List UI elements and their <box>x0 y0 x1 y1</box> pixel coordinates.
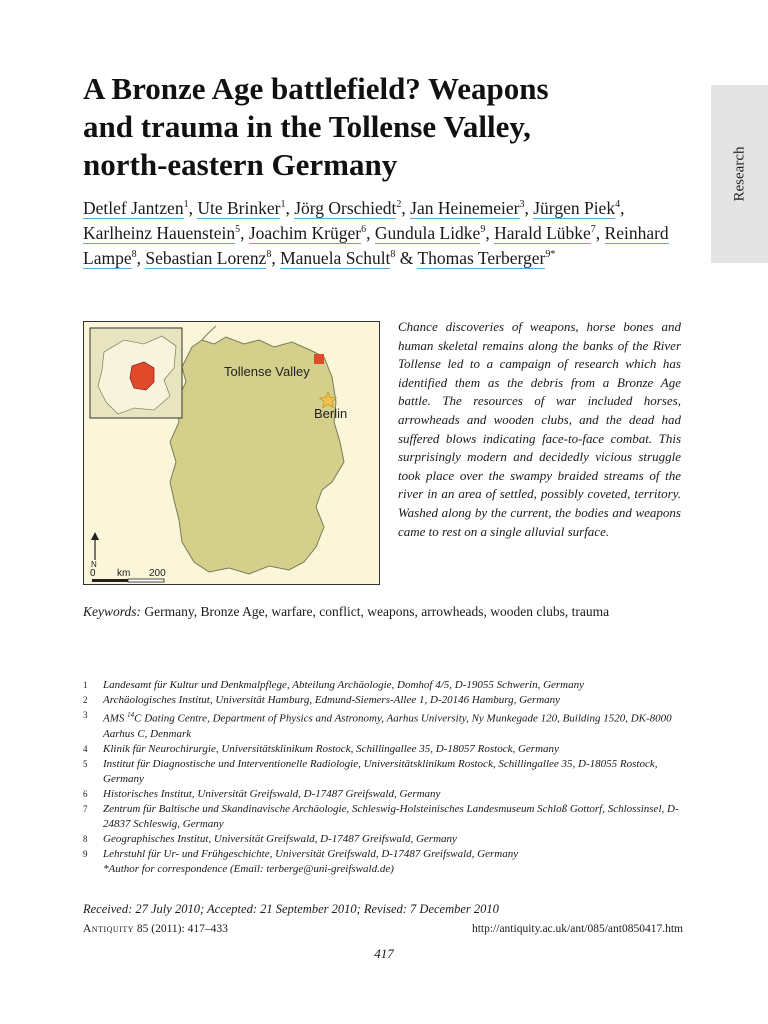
author-name[interactable]: Harald Lübke <box>494 223 591 243</box>
author-name[interactable]: Jan Heinemeier <box>410 198 520 218</box>
author-name[interactable]: Thomas Terberger <box>417 248 546 268</box>
affiliation-text <box>103 678 683 693</box>
affiliation-text <box>103 832 683 847</box>
author-entry <box>197 198 285 218</box>
scale-max-label: 200 <box>149 568 166 579</box>
author-affiliation-sup: 8 <box>131 249 137 261</box>
affiliation-number: 8 <box>83 833 88 844</box>
tollense-label: Tollense Valley <box>224 364 310 379</box>
section-tab <box>711 85 768 263</box>
affiliation-number: 5 <box>83 758 88 769</box>
page-number: 417 <box>374 946 394 961</box>
journal-name: Antiquity <box>83 923 135 935</box>
keywords <box>83 601 683 622</box>
author-name[interactable]: Manuela Schult <box>280 248 391 268</box>
abstract: Chance discoveries of weapons, horse bones and human skeletal remains along the banks of the River Tollense led to a campaign of research which has identified them as the debris from a Bronze Age battle. The resources of war included horses, arrowheads and wooden clubs, and the dead had suffered blows indicating face-to-face combat. This surprisingly modern and decidedly vicious struggle took place over the swampy braided streams of the river in an area of settled, possibly coveted, territory. Washed along by the current, the bodies and weapons came to rest on a single alluvial surface. <box>398 319 681 539</box>
affiliation-number: 6 <box>83 788 88 799</box>
affiliation-text-body: C Dating Centre, Department of Physics and Astronomy, Aarhus University, Ny Munkegade 120, Building 1520, DK-8000 Aarhus C, Denmark <box>103 712 672 740</box>
keywords-text: Germany, Bronze Age, warfare, conflict, weapons, arrowheads, wooden clubs, trauma <box>144 604 610 619</box>
affiliation-text <box>103 708 683 742</box>
article-title <box>83 70 683 184</box>
affiliation-row <box>83 787 683 802</box>
author-entry <box>494 223 596 243</box>
affiliation-number: 7 <box>83 803 88 814</box>
affiliation-row <box>83 832 683 847</box>
affiliation-row <box>83 757 683 787</box>
affiliation-text-body: Zentrum für Baltische und Skandinavische Archäologie, Schleswig-Holsteinisches Landesmuseum Schloß Gottorf, Schlossinsel, D-24837 Schleswig, Germany <box>103 802 679 830</box>
affiliation-number: 3 <box>83 710 88 720</box>
footer <box>83 923 683 935</box>
affiliation-text <box>103 693 683 708</box>
affiliation-row <box>83 678 683 693</box>
affiliation-text-prefix: AMS <box>103 712 128 725</box>
affiliation-text-body: Historisches Institut, Universität Greifswald, D-17487 Greifswald, Germany <box>103 787 441 800</box>
affiliation-text <box>103 742 683 757</box>
author-entry <box>533 198 620 218</box>
inset-map <box>90 328 182 418</box>
author-name[interactable]: Joachim Krüger <box>248 223 362 243</box>
author-entry <box>375 223 485 243</box>
affiliation-text-body: Institut für Diagnostische und Interventionelle Radiologie, Universitätsklinikum Rostock, Schillingallee 35, D-18055 Rostock, Germany <box>103 757 658 785</box>
affiliation-text-body: Landesamt für Kultur und Denkmalpflege, Abteilung Archäologie, Domhof 4/5, D-19055 Schwerin, Germany <box>103 679 585 691</box>
author-affiliation-sup: 1 <box>280 199 286 211</box>
affiliation-number: 9 <box>83 848 88 859</box>
author-affiliation-sup: 3 <box>519 199 525 211</box>
author-affiliation-sup: 7 <box>590 224 596 236</box>
author-entry <box>280 248 395 268</box>
author-entry <box>145 248 271 268</box>
author-name[interactable]: Karlheinz Hauenstein <box>83 223 236 243</box>
affiliation-number: 2 <box>83 695 88 705</box>
affiliation-text-body: Lehrstuhl für Ur- und Frühgeschichte, Universität Greifswald, D-17487 Greifswald, Germany <box>103 847 519 860</box>
author-affiliation-sup: 9 <box>480 224 486 236</box>
author-entry <box>83 198 189 218</box>
author-affiliation-sup: 2 <box>396 199 402 211</box>
affiliation-row <box>83 693 683 708</box>
author-entry <box>294 198 401 218</box>
keywords-label: Keywords: <box>83 604 141 619</box>
affiliation-text <box>103 787 683 802</box>
berlin-label: Berlin <box>314 406 348 421</box>
affiliation-text-body: Geographisches Institut, Universität Greifswald, D-17487 Greifswald, Germany <box>103 832 457 845</box>
map-svg <box>84 322 379 584</box>
author-affiliation-sup: 5 <box>235 224 241 236</box>
authors-connector: & <box>399 248 414 268</box>
author-name[interactable]: Detlef Jantzen <box>83 198 184 218</box>
affiliation-row <box>83 708 683 742</box>
author-entry <box>417 248 555 268</box>
affiliation-text <box>103 862 683 877</box>
affiliation-row <box>83 847 683 862</box>
author-affiliation-sup: 6 <box>361 224 367 236</box>
affiliation-text <box>103 847 683 862</box>
author-name[interactable]: Jörg Orschiedt <box>294 198 397 218</box>
author-affiliation-sup: 1 <box>183 199 189 211</box>
author-name[interactable]: Sebastian Lorenz <box>145 248 267 268</box>
affiliation-number <box>83 862 103 877</box>
author-entry <box>249 223 366 243</box>
author-name[interactable]: Gundula Lidke <box>374 223 481 243</box>
author-entry <box>410 198 524 218</box>
title-line: north-eastern Germany <box>83 147 398 182</box>
affiliation-row <box>83 742 683 757</box>
location-map <box>83 321 380 585</box>
affiliation-text <box>103 802 683 832</box>
affiliation-text-body: Archäologisches Institut, Universität Hamburg, Edmund-Siemers-Allee 1, D-20146 Hamburg, Germany <box>103 694 561 706</box>
affiliation-number: 4 <box>83 743 88 754</box>
affiliations-list <box>83 678 683 877</box>
scale-unit-label: km <box>117 568 131 579</box>
inset-germany-highlight <box>130 362 154 390</box>
affiliation-text-body: *Author for correspondence (Email: terberge@uni-greifswald.de) <box>103 862 394 875</box>
title-line: and trauma in the Tollense Valley, <box>83 109 531 144</box>
journal-citation <box>83 923 228 935</box>
affiliation-text <box>103 757 683 787</box>
affiliation-text-body: Klinik für Neurochirurgie, Universitätsklinikum Rostock, Schillingallee 35, D-18057 Rostock, Germany <box>103 742 559 755</box>
author-affiliation-sup: 4 <box>615 199 621 211</box>
author-affiliation-sup: 8 <box>266 249 272 261</box>
affiliation-text-sup: 14 <box>127 711 135 719</box>
author-affiliation-sup: 8 <box>390 249 396 261</box>
affiliation-row <box>83 802 683 832</box>
title-line: A Bronze Age battlefield? Weapons <box>83 71 549 106</box>
article-url[interactable]: http://antiquity.ac.uk/ant/085/ant0850417.htm <box>471 923 683 935</box>
author-entry <box>83 223 240 243</box>
affiliation-number: 1 <box>83 680 88 690</box>
received-dates: Received: 27 July 2010; Accepted: 21 September 2010; Revised: 7 December 2010 <box>83 902 499 916</box>
author-affiliation-sup: 9* <box>545 249 556 261</box>
author-name[interactable]: Ute Brinker <box>197 198 281 218</box>
journal-volume-pages: 85 (2011): 417–433 <box>136 923 228 935</box>
tollense-site-marker <box>314 354 324 364</box>
affiliation-row <box>83 862 683 877</box>
north-label: N <box>91 560 97 569</box>
author-name[interactable]: Reinhard Lampe <box>83 223 669 268</box>
scale-zero-label: 0 <box>90 568 96 579</box>
author-name[interactable]: Jürgen Piek <box>533 198 616 218</box>
section-tab-label: Research <box>731 146 747 202</box>
author-list: Detlef Jantzen$^1$, Ute Brinker$^1$, Jörg Orschiedt$^2$, Jan Heinemeier$^3$, Jürgen Piek$^4$, Karlheinz Hauenstein$^5$, Joachim Krüger$^6$, Gundula Lidke$^9$, Harald Lübke$^7$, Reinhard Lampe$^8$, Sebastian Lorenz$^8$, Manuela Schult$^8$ & Thomas Terberger$^{9*}$ <box>83 198 669 268</box>
